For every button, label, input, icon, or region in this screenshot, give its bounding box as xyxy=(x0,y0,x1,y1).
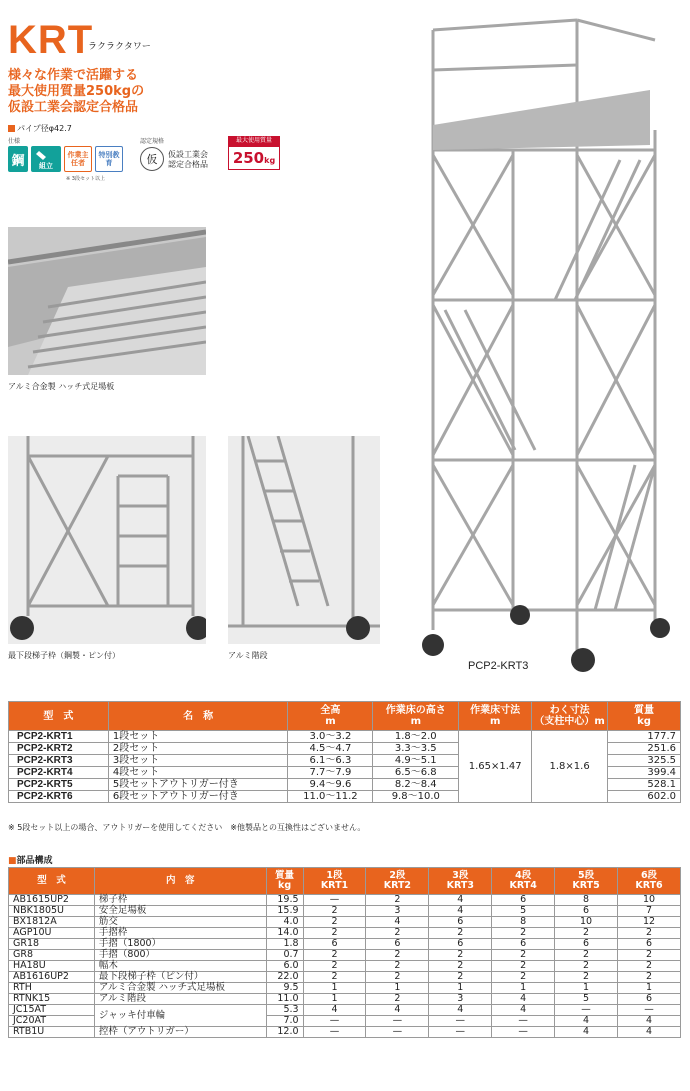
part-qty-cell: 2 xyxy=(618,950,681,961)
part-qty-cell: 4 xyxy=(492,994,555,1005)
product-title: KRT xyxy=(8,18,94,62)
table1-header-floor-height: 作業床の高さ m xyxy=(373,702,459,731)
floor-height-cell: 6.5〜6.8 xyxy=(373,767,459,779)
part-qty-cell: 4 xyxy=(618,1016,681,1027)
mass-cell: 251.6 xyxy=(608,743,681,755)
part-qty-cell: — xyxy=(303,1016,366,1027)
part-desc-cell: 安全足場板 xyxy=(94,906,266,917)
name-cell: 5段セットアウトリガー付き xyxy=(108,779,288,791)
part-model-cell: RTH xyxy=(9,983,95,994)
part-qty-cell: 2 xyxy=(366,972,429,983)
part-desc-cell: ジャッキ付車輪 xyxy=(94,1005,266,1027)
part-qty-cell: 6 xyxy=(555,906,618,917)
table-row xyxy=(9,1027,681,1038)
part-mass-cell: 22.0 xyxy=(266,972,303,983)
svg-text:組立: 組立 xyxy=(39,162,53,170)
model-cell: PCP2-KRT6 xyxy=(9,791,109,803)
mass-cell: 602.0 xyxy=(608,791,681,803)
part-model-cell: RTB1U xyxy=(9,1027,95,1038)
part-qty-cell: 6 xyxy=(618,939,681,950)
part-qty-cell: 2 xyxy=(366,895,429,906)
set-spec-table xyxy=(8,701,681,803)
parts-section-title xyxy=(8,853,53,866)
name-cell: 3段セット xyxy=(108,755,288,767)
part-model-cell: AGP10U xyxy=(9,928,95,939)
part-qty-cell: 8 xyxy=(555,895,618,906)
part-qty-cell: — xyxy=(555,1005,618,1016)
model-cell: PCP2-KRT1 xyxy=(9,731,109,743)
part-qty-cell: — xyxy=(303,895,366,906)
part-qty-cell: 6 xyxy=(618,994,681,1005)
part-qty-cell: 2 xyxy=(303,972,366,983)
floor-height-cell: 4.9〜5.1 xyxy=(373,755,459,767)
orange-square-icon: ■ xyxy=(8,856,17,866)
part-desc-cell: アルミ合金製 ハッチ式足場板 xyxy=(94,983,266,994)
model-cell: PCP2-KRT2 xyxy=(9,743,109,755)
part-qty-cell: 2 xyxy=(303,961,366,972)
spec-label: 仕様 xyxy=(8,138,21,145)
part-model-cell: NBK1805U xyxy=(9,906,95,917)
part-qty-cell: 2 xyxy=(555,950,618,961)
part-mass-cell: 15.9 xyxy=(266,906,303,917)
part-desc-cell: 控枠（アウトリガー） xyxy=(94,1027,266,1038)
spec-note: ※ 3段セット以上 xyxy=(66,176,105,182)
aluminum-stairs-photo xyxy=(228,436,380,644)
part-qty-cell: 2 xyxy=(429,961,492,972)
parts-table xyxy=(8,867,681,1038)
part-model-cell: JC15AT xyxy=(9,1005,95,1016)
part-qty-cell: 2 xyxy=(555,928,618,939)
part-qty-cell: 2 xyxy=(366,961,429,972)
bottom-frame-photo xyxy=(8,436,206,644)
floor-height-cell: 1.8〜2.0 xyxy=(373,731,459,743)
part-mass-cell: 6.0 xyxy=(266,961,303,972)
part-qty-cell: 4 xyxy=(555,1027,618,1038)
part-model-cell: BX1812A xyxy=(9,917,95,928)
part-model-cell: RTNK15 xyxy=(9,994,95,1005)
part-qty-cell: 2 xyxy=(492,972,555,983)
part-mass-cell: 14.0 xyxy=(266,928,303,939)
part-desc-cell: 手摺（800） xyxy=(94,950,266,961)
part-qty-cell: — xyxy=(366,1016,429,1027)
table2-header-krt1: 1段 KRT1 xyxy=(303,868,366,895)
photo3-caption: アルミ階段 xyxy=(228,651,268,660)
part-desc-cell: 梯子枠 xyxy=(94,895,266,906)
part-model-cell: AB1615UP2 xyxy=(9,895,95,906)
part-qty-cell: — xyxy=(618,1005,681,1016)
part-qty-cell: 2 xyxy=(492,950,555,961)
assembly-icon xyxy=(31,146,61,172)
model-cell: PCP2-KRT3 xyxy=(9,755,109,767)
part-qty-cell: 6 xyxy=(303,939,366,950)
table1-header-floor-size: 作業床寸法 m xyxy=(459,702,532,731)
table1-note: ※ 5段セット以上の場合、アウトリガーを使用してください ※他製品との互換性はございません。 xyxy=(8,823,366,832)
part-qty-cell: 5 xyxy=(492,906,555,917)
table1-header-height: 全高 m xyxy=(288,702,373,731)
part-qty-cell: — xyxy=(303,1027,366,1038)
product-subtitle: ラクラクタワー xyxy=(88,42,151,52)
cert-text-2: 認定合格品 xyxy=(168,160,208,169)
table1-header-mass: 質量 kg xyxy=(608,702,681,731)
table-row xyxy=(9,928,681,939)
part-qty-cell: 2 xyxy=(303,906,366,917)
height-cell: 11.0〜11.2 xyxy=(288,791,373,803)
steel-icon: 鋼 xyxy=(8,146,28,172)
height-cell: 9.4〜9.6 xyxy=(288,779,373,791)
orange-square-icon xyxy=(8,125,15,132)
part-qty-cell: 10 xyxy=(618,895,681,906)
part-qty-cell: 8 xyxy=(492,917,555,928)
table1-header-name: 名 称 xyxy=(108,702,288,731)
floor-height-cell: 3.3〜3.5 xyxy=(373,743,459,755)
table-row xyxy=(9,983,681,994)
part-qty-cell: — xyxy=(429,1016,492,1027)
part-mass-cell: 11.0 xyxy=(266,994,303,1005)
part-qty-cell: 2 xyxy=(303,950,366,961)
part-qty-cell: — xyxy=(366,1027,429,1038)
part-qty-cell: 6 xyxy=(366,939,429,950)
part-qty-cell: 2 xyxy=(303,928,366,939)
part-desc-cell: 最下段梯子枠（ピン付） xyxy=(94,972,266,983)
name-cell: 1段セット xyxy=(108,731,288,743)
catch-line-2: 最大使用質量250kgの xyxy=(8,84,145,99)
parts-section-title-text: 部品構成 xyxy=(16,856,53,866)
name-cell: 2段セット xyxy=(108,743,288,755)
work-chief-icon: 作業主任者 xyxy=(64,146,92,172)
part-desc-cell: 筋交 xyxy=(94,917,266,928)
table2-header-krt2: 2段 KRT2 xyxy=(366,868,429,895)
part-qty-cell: 4 xyxy=(492,1005,555,1016)
pipe-diameter-text: パイプ径φ42.7 xyxy=(17,124,72,133)
table1-header-row xyxy=(9,702,681,731)
part-qty-cell: 1 xyxy=(492,983,555,994)
part-qty-cell: 5 xyxy=(555,994,618,1005)
part-qty-cell: 4 xyxy=(429,1005,492,1016)
part-qty-cell: 6 xyxy=(492,895,555,906)
table-row xyxy=(9,950,681,961)
cert-text xyxy=(168,150,208,170)
part-qty-cell: 2 xyxy=(618,972,681,983)
catch-copy xyxy=(8,68,228,116)
part-qty-cell: 2 xyxy=(366,928,429,939)
special-training-icon: 特別教育 xyxy=(95,146,123,172)
name-cell: 6段セットアウトリガー付き xyxy=(108,791,288,803)
part-qty-cell: 2 xyxy=(366,950,429,961)
part-qty-cell: 6 xyxy=(555,939,618,950)
table-row xyxy=(9,1005,681,1016)
table2-header-krt5: 5段 KRT5 xyxy=(555,868,618,895)
part-mass-cell: 19.5 xyxy=(266,895,303,906)
table-row xyxy=(9,994,681,1005)
table2-header-krt3: 3段 KRT3 xyxy=(429,868,492,895)
part-mass-cell: 12.0 xyxy=(266,1027,303,1038)
part-model-cell: GR8 xyxy=(9,950,95,961)
max-mass-value: 250kg xyxy=(228,146,280,170)
part-qty-cell: — xyxy=(492,1016,555,1027)
part-qty-cell: 2 xyxy=(492,961,555,972)
table2-header-krt4: 4段 KRT4 xyxy=(492,868,555,895)
mass-cell: 399.4 xyxy=(608,767,681,779)
table-row xyxy=(9,972,681,983)
catch-line-3: 仮設工業会認定合格品 xyxy=(8,100,139,115)
part-qty-cell: 1 xyxy=(303,994,366,1005)
part-qty-cell: 4 xyxy=(429,906,492,917)
hatch-plank-photo xyxy=(8,227,206,375)
part-desc-cell: 手摺（1800） xyxy=(94,939,266,950)
name-cell: 4段セット xyxy=(108,767,288,779)
part-mass-cell: 0.7 xyxy=(266,950,303,961)
part-qty-cell: 4 xyxy=(366,917,429,928)
part-model-cell: AB1616UP2 xyxy=(9,972,95,983)
catch-line-1: 様々な作業で活躍する xyxy=(8,68,139,83)
part-qty-cell: 2 xyxy=(429,972,492,983)
cert-label: 認定規格 xyxy=(140,138,165,145)
part-qty-cell: — xyxy=(492,1027,555,1038)
table2-header-mass: 質量 kg xyxy=(266,868,303,895)
floor-height-cell: 9.8〜10.0 xyxy=(373,791,459,803)
model-cell: PCP2-KRT5 xyxy=(9,779,109,791)
part-qty-cell: 1 xyxy=(555,983,618,994)
part-mass-cell: 5.3 xyxy=(266,1005,303,1016)
photo1-caption: アルミ合金製 ハッチ式足場板 xyxy=(8,382,115,391)
height-cell: 6.1〜6.3 xyxy=(288,755,373,767)
cert-text-1: 仮設工業会 xyxy=(168,150,208,159)
part-qty-cell: 2 xyxy=(555,961,618,972)
part-qty-cell: 4 xyxy=(303,1005,366,1016)
part-qty-cell: 2 xyxy=(492,928,555,939)
table2-header-row xyxy=(9,868,681,895)
part-qty-cell: 6 xyxy=(429,939,492,950)
table2-header-desc: 内 容 xyxy=(94,868,266,895)
part-mass-cell: 7.0 xyxy=(266,1016,303,1027)
part-qty-cell: 4 xyxy=(555,1016,618,1027)
table-row xyxy=(9,917,681,928)
part-qty-cell: 3 xyxy=(429,994,492,1005)
table-row xyxy=(9,961,681,972)
part-mass-cell: 9.5 xyxy=(266,983,303,994)
part-qty-cell: 2 xyxy=(555,972,618,983)
cert-mark-icon: 仮 xyxy=(140,147,164,171)
mass-cell: 528.1 xyxy=(608,779,681,791)
part-model-cell: GR18 xyxy=(9,939,95,950)
part-qty-cell: 2 xyxy=(429,950,492,961)
part-qty-cell: 2 xyxy=(618,961,681,972)
part-qty-cell: 1 xyxy=(618,983,681,994)
part-qty-cell: 4 xyxy=(618,1027,681,1038)
part-model-cell: HA18U xyxy=(9,961,95,972)
max-mass-label: 最大使用質量 xyxy=(228,136,280,146)
part-qty-cell: 1 xyxy=(303,983,366,994)
part-qty-cell: 2 xyxy=(429,928,492,939)
part-qty-cell: 2 xyxy=(366,994,429,1005)
table1-header-frame-size: わく寸法 （支柱中心）m xyxy=(532,702,608,731)
part-desc-cell: 幅木 xyxy=(94,961,266,972)
part-model-cell: JC20AT xyxy=(9,1016,95,1027)
part-qty-cell: 2 xyxy=(618,928,681,939)
height-cell: 4.5〜4.7 xyxy=(288,743,373,755)
table2-header-model: 型 式 xyxy=(9,868,95,895)
model-cell: PCP2-KRT4 xyxy=(9,767,109,779)
part-mass-cell: 4.0 xyxy=(266,917,303,928)
part-qty-cell: 1 xyxy=(366,983,429,994)
mass-cell: 325.5 xyxy=(608,755,681,767)
part-desc-cell: 手摺枠 xyxy=(94,928,266,939)
table1-header-model: 型 式 xyxy=(9,702,109,731)
height-cell: 3.0〜3.2 xyxy=(288,731,373,743)
table-row xyxy=(9,731,681,743)
part-desc-cell: アルミ階段 xyxy=(94,994,266,1005)
tower-photo xyxy=(405,10,685,675)
mass-cell: 177.7 xyxy=(608,731,681,743)
frame-size-cell: 1.8×1.6 xyxy=(532,731,608,803)
height-cell: 7.7〜7.9 xyxy=(288,767,373,779)
part-qty-cell: 7 xyxy=(618,906,681,917)
table-row xyxy=(9,895,681,906)
pipe-diameter xyxy=(8,123,72,134)
floor-height-cell: 8.2〜8.4 xyxy=(373,779,459,791)
part-qty-cell: 1 xyxy=(429,983,492,994)
photo2-caption: 最下段梯子枠（鋼製・ピン付） xyxy=(8,651,120,660)
part-mass-cell: 1.8 xyxy=(266,939,303,950)
table-row xyxy=(9,906,681,917)
main-caption: PCP2-KRT3 xyxy=(468,660,529,672)
part-qty-cell: 2 xyxy=(303,917,366,928)
part-qty-cell: 12 xyxy=(618,917,681,928)
table-row xyxy=(9,939,681,950)
part-qty-cell: 3 xyxy=(366,906,429,917)
part-qty-cell: 6 xyxy=(429,917,492,928)
table2-header-krt6: 6段 KRT6 xyxy=(618,868,681,895)
part-qty-cell: — xyxy=(429,1027,492,1038)
part-qty-cell: 6 xyxy=(492,939,555,950)
part-qty-cell: 4 xyxy=(366,1005,429,1016)
part-qty-cell: 10 xyxy=(555,917,618,928)
part-qty-cell: 4 xyxy=(429,895,492,906)
floor-size-cell: 1.65×1.47 xyxy=(459,731,532,803)
